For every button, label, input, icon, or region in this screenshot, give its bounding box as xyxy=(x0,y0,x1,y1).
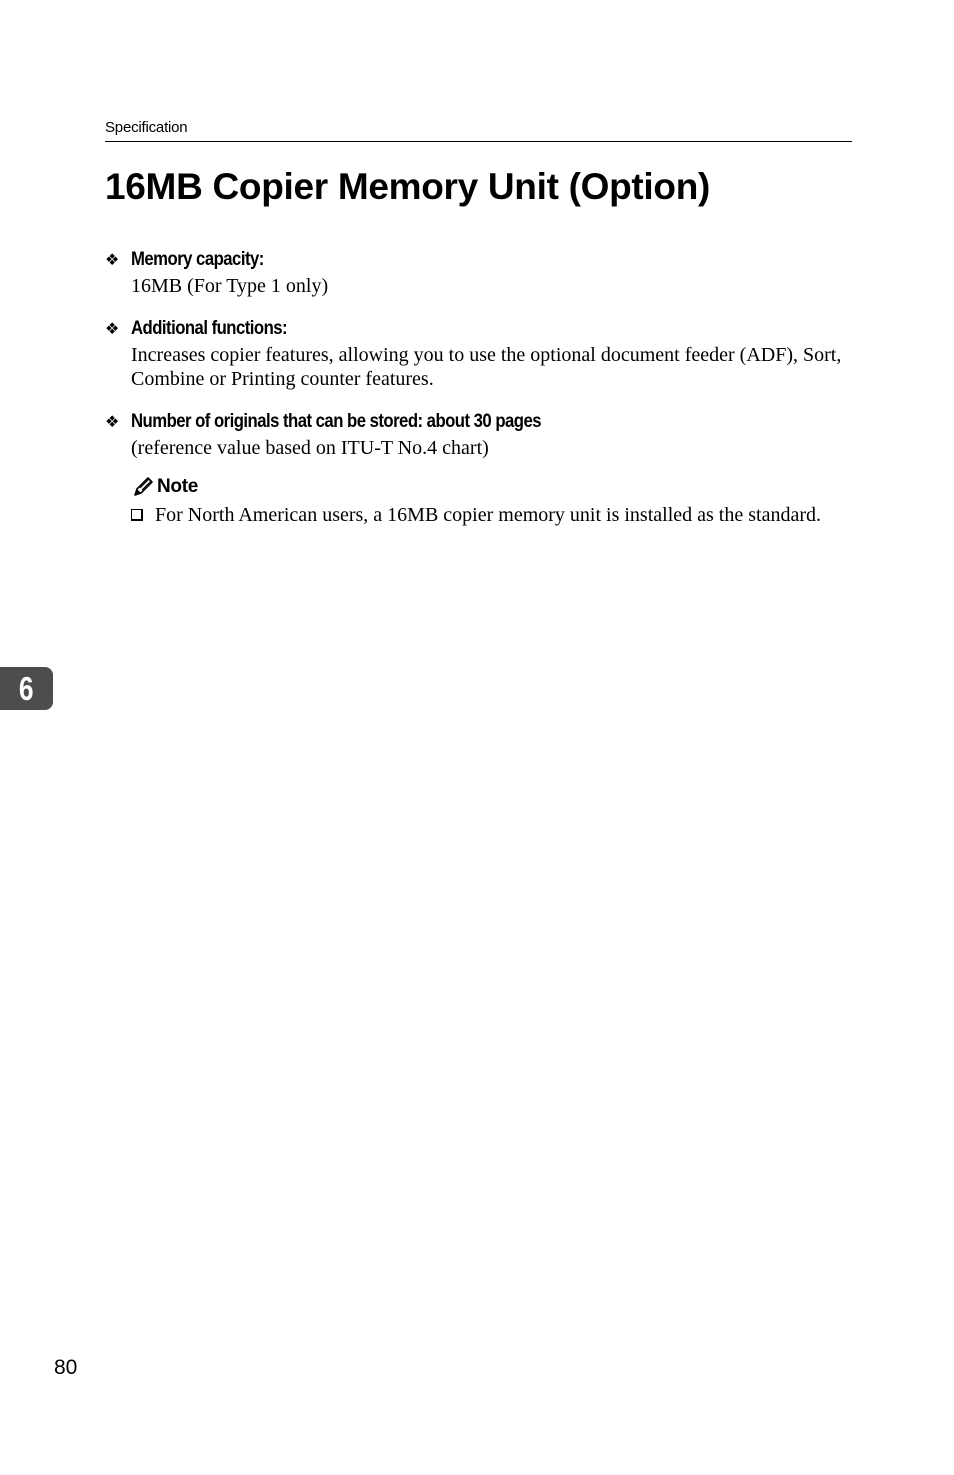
note-heading xyxy=(131,474,852,500)
spec-heading-text: Memory capacity: xyxy=(131,249,264,270)
page-title: 16MB Copier Memory Unit (Option) xyxy=(105,166,711,207)
spec-body: 16MB (For Type 1 only) xyxy=(131,275,329,297)
spec-body: (reference value based on ITU-T No.4 chart) xyxy=(131,437,489,459)
chapter-tab xyxy=(0,667,53,710)
spec-body: Increases copier features, allowing you to use the optional document feeder (ADF), Sort, Combine or Printing counter features. xyxy=(131,344,842,390)
spec-memory-capacity xyxy=(105,248,852,298)
checkbox-icon xyxy=(131,509,143,521)
spec-stored-originals xyxy=(105,410,852,460)
note-item xyxy=(131,503,852,527)
running-header: Specification xyxy=(105,119,188,136)
spec-heading xyxy=(105,410,852,434)
spec-heading-text: Number of originals that can be stored: about 30 pages xyxy=(131,411,541,432)
note-block xyxy=(131,474,852,527)
spec-heading-text: Additional functions: xyxy=(131,318,288,339)
chapter-number: 6 xyxy=(19,669,34,707)
spec-additional-functions xyxy=(105,317,852,391)
pencil-icon xyxy=(131,476,157,498)
spec-heading xyxy=(105,248,852,272)
page-number: 80 xyxy=(54,1356,78,1379)
diamond-icon: ❖ xyxy=(105,250,120,269)
note-label: Note xyxy=(157,476,199,497)
diamond-icon: ❖ xyxy=(105,412,120,431)
diamond-icon: ❖ xyxy=(105,319,120,338)
spec-heading xyxy=(105,317,852,341)
header-rule xyxy=(105,141,852,142)
note-text: For North American users, a 16MB copier memory unit is installed as the standard. xyxy=(155,504,821,526)
